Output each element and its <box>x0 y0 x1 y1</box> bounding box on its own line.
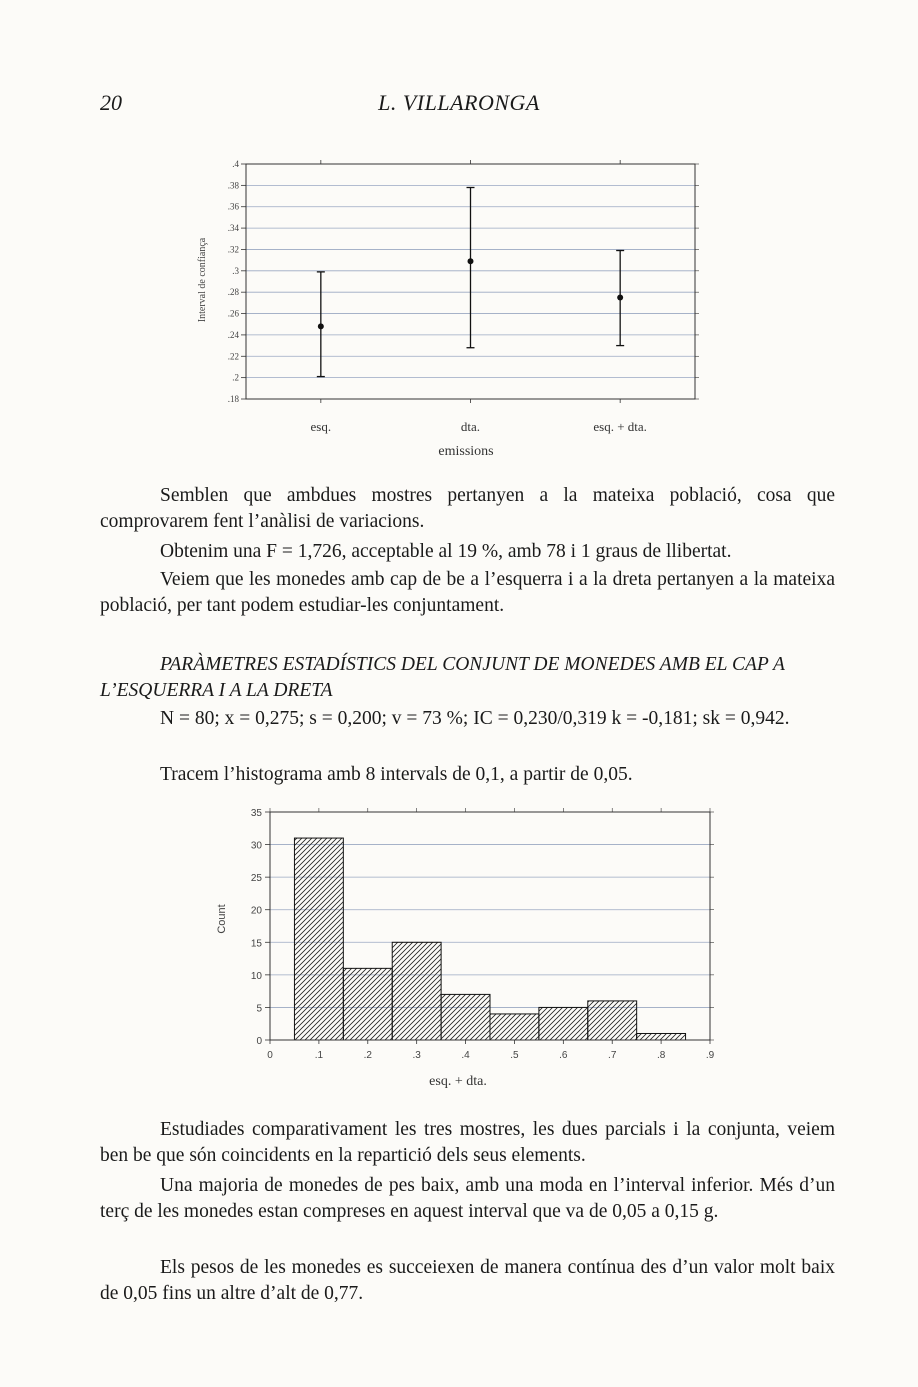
paragraph-1: Semblen que ambdues mostres pertanyen a la mateixa població, cosa que comprovarem fent l’anàlisi de variacions. <box>100 485 835 532</box>
chart1-y-tick-label: .3 <box>232 265 239 276</box>
chart2-x-tick-label: .7 <box>608 1050 617 1061</box>
chart1-mean-point <box>617 295 623 301</box>
chart2-x-tick-label: 0 <box>267 1050 273 1061</box>
chart1-y-tick-label: .38 <box>227 180 239 191</box>
chart2-x-tick-label: .2 <box>363 1050 372 1061</box>
chart2-bar <box>539 1007 588 1040</box>
chart2-y-tick-label: 5 <box>256 1003 262 1015</box>
chart2-y-tick-label: 25 <box>250 873 262 885</box>
paragraph-3: Veiem que les monedes amb cap de be a l’esquerra i a la dreta pertanyen a la mateixa població, per tant podem estudiar-les conjuntament. <box>100 569 835 616</box>
chart1-y-axis-label: Interval de confiança <box>197 237 208 323</box>
paragraph-stats: N = 80; x = 0,275; s = 0,200; v = 73 %; IC = 0,230/0,319 k = -0,181; sk = 0,942. <box>160 708 790 729</box>
chart2-y-axis-label: Count <box>216 904 228 934</box>
chart1-y-tick-label: .24 <box>227 329 239 340</box>
paragraph-histogram-intro: Tracem l’histograma amb 8 intervals de 0,1, a partir de 0,05. <box>160 764 633 785</box>
chart2-x-tick-label: .4 <box>461 1050 470 1061</box>
page-number: 20 <box>100 90 122 115</box>
chart1-y-tick-label: .28 <box>227 287 239 298</box>
chart1-y-tick-label: .18 <box>227 394 239 404</box>
chart1-y-tick-label: .26 <box>227 308 239 319</box>
paragraph-mode: Una majoria de monedes de pes baix, amb una moda en l’interval inferior. Més d’un terç de les monedes estan compreses en aquest interval que va de 0,05 a 0,15 g. <box>100 1175 835 1222</box>
histogram-chart <box>200 795 730 1105</box>
chart1-x-tick-label: esq. + dta. <box>593 419 647 434</box>
running-title: L. VILLARONGA <box>378 90 540 115</box>
chart1-y-tick-label: .32 <box>227 244 239 255</box>
chart2-x-axis-label: esq. + dta. <box>429 1074 487 1089</box>
chart2-bar <box>441 994 490 1040</box>
chart2-y-tick-label: 20 <box>250 905 262 917</box>
chart1-y-tick-label: .34 <box>227 223 239 234</box>
paragraph-2: Obtenim una F = 1,726, acceptable al 19 %, amb 78 i 1 graus de llibertat. <box>160 541 732 562</box>
chart2-x-tick-label: .8 <box>656 1050 666 1061</box>
chart2-y-tick-label: 0 <box>256 1036 262 1047</box>
chart1-x-axis-label: emissions <box>438 444 494 459</box>
chart1-x-tick-label: esq. <box>310 419 332 434</box>
chart1-y-tick-label: .2 <box>232 372 239 383</box>
chart2-y-tick-label: 30 <box>250 840 262 852</box>
chart1-mean-point <box>318 323 324 329</box>
chart2-bars <box>294 838 685 1040</box>
chart2-bar <box>588 1001 637 1040</box>
chart2-x-tick-label: .6 <box>559 1050 568 1061</box>
chart1-y-tick-label: .22 <box>227 351 239 362</box>
chart2-x-tick-label: .1 <box>314 1050 324 1061</box>
chart1-y-tick-label: .36 <box>227 201 239 212</box>
chart1-error-bars <box>317 188 624 377</box>
paragraph-comparison: Estudiades comparativament les tres mostres, les dues parcials i la conjunta, veiem ben be que són coincidents en la repartició dels seus elements. <box>100 1119 835 1166</box>
chart2-y-tick-label: 10 <box>250 970 262 982</box>
chart2-bar <box>490 1014 539 1040</box>
chart1-x-ticks <box>311 160 647 434</box>
chart1-x-tick-label: dta. <box>460 419 481 434</box>
section-heading: PARÀMETRES ESTADÍSTICS DEL CONJUNT DE MONEDES AMB EL CAP A L’ESQUERRA I A LA DRETA <box>100 654 785 701</box>
chart2-bar <box>294 838 343 1040</box>
chart2-y-tick-label: 15 <box>250 938 262 950</box>
chart2-bar <box>637 1033 686 1040</box>
chart1-y-tick-label: .4 <box>232 159 239 169</box>
paragraph-range: Els pesos de les monedes es succeiexen de manera contínua des d’un valor molt baix de 0,05 fins un altre d’alt de 0,77. <box>100 1257 835 1304</box>
chart2-y-tick-label: 35 <box>250 808 262 819</box>
chart2-x-tick-label: .3 <box>412 1050 421 1061</box>
error-bar-chart <box>150 150 730 470</box>
chart1-mean-point <box>468 258 474 264</box>
chart2-bar <box>343 968 392 1040</box>
chart2-x-tick-label: .5 <box>510 1050 519 1061</box>
chart2-bar <box>392 942 441 1040</box>
chart1-y-ticks <box>228 159 699 404</box>
chart2-x-tick-label: .9 <box>705 1050 715 1061</box>
